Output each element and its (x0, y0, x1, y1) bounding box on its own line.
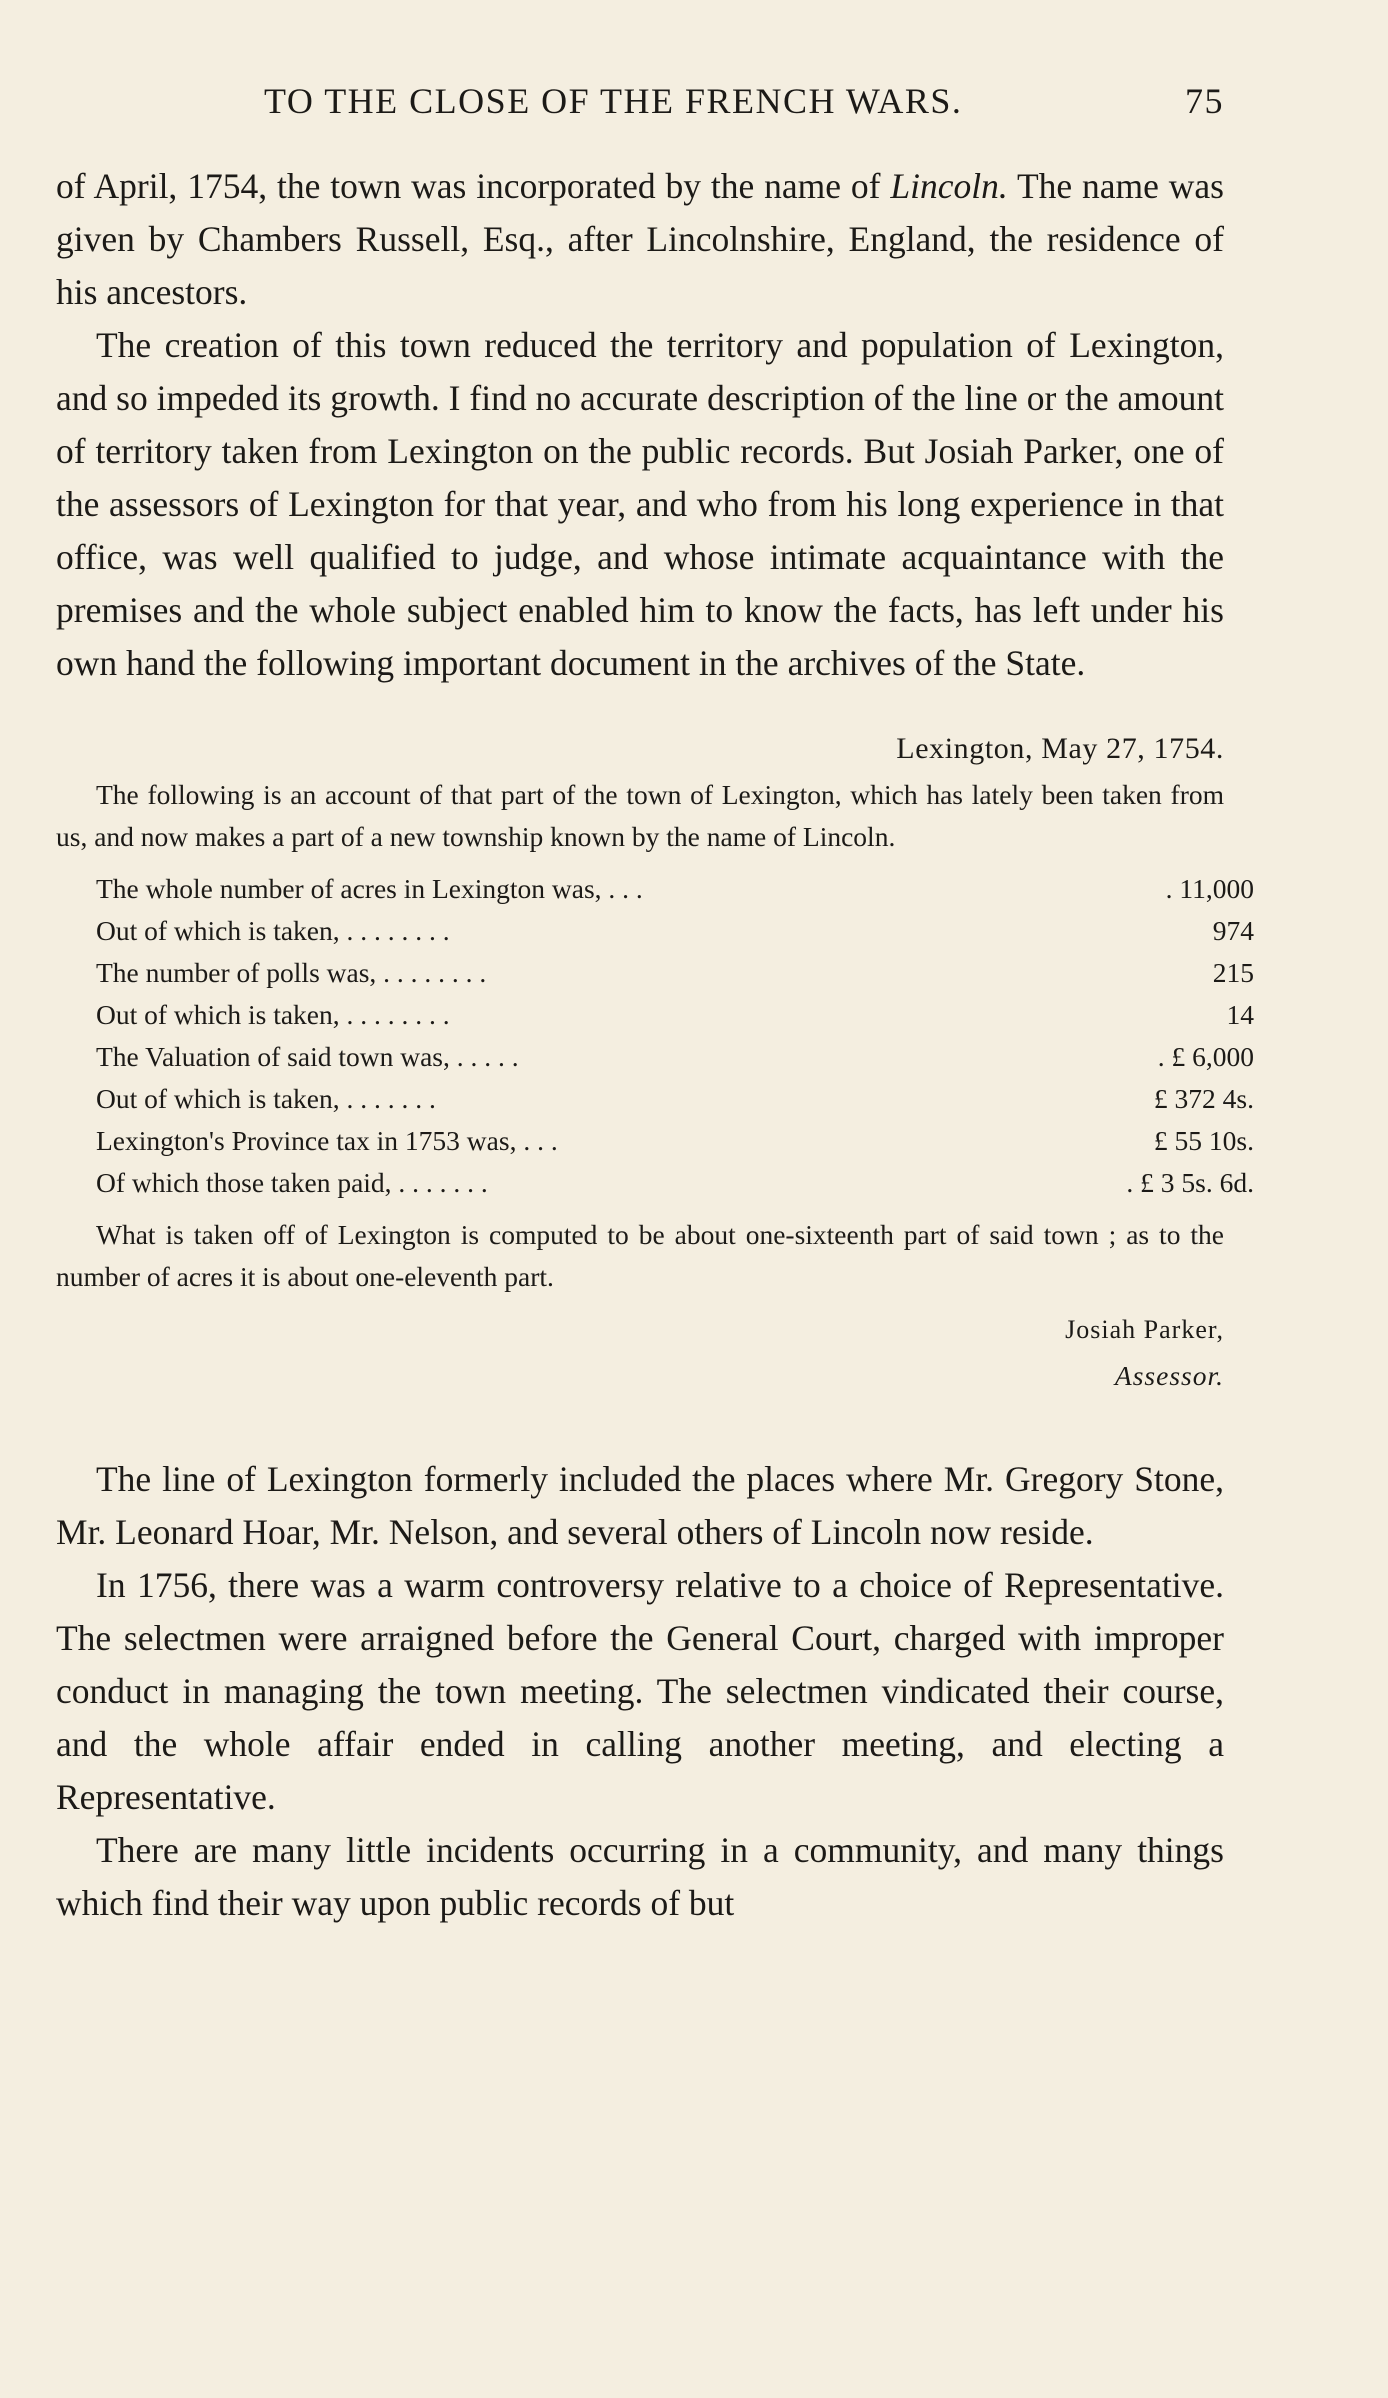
account-row-value: 14 (1226, 999, 1254, 1030)
opening-text (56, 160, 1224, 690)
account-table (96, 868, 1254, 1204)
document-closing: What is taken off of Lexington is computed to be about one-sixteenth part of said town ; as to the number of acres it is about one-eleventh part. (56, 1219, 1224, 1292)
account-row (96, 1036, 1254, 1078)
document-dateline: Lexington, May 27, 1754. (896, 732, 1224, 765)
account-row (96, 994, 1254, 1036)
town-name-lincoln: Lincoln. (890, 166, 1008, 206)
closing-text (56, 1453, 1224, 1930)
document-intro: The following is an account of that part of the town of Lexington, which has lately been taken from us, and now makes a part of a new township known by the name of Lincoln. (56, 779, 1224, 852)
paragraph-territory: The creation of this town reduced the territory and population of Lexington, and so impeded its growth. I find no accurate description of the line or the amount of territory taken from Lexington on the public records. But Josiah Parker, one of the assessors of Lexington for that year, and who from his long experience in that office, was well qualified to judge, and whose intimate acquaintance with the premises and the whole subject enabled him to know the facts, has left under his own hand the following important document in the archives of the State. (56, 325, 1224, 683)
account-row-value: £ 55 10s. (1153, 1125, 1254, 1156)
account-row (96, 868, 1254, 910)
account-row-label: The whole number of acres in Lexington was, . . . (96, 873, 643, 904)
paragraph-incorporation-start: of April, 1754, the town was incorporated by the name of (56, 166, 891, 206)
account-row (96, 910, 1254, 952)
account-table-body (96, 868, 1254, 1204)
account-row-label: Out of which is taken, . . . . . . . (96, 1083, 436, 1114)
account-row (96, 952, 1254, 994)
paragraph-incorporation-end: The name was given by Chambers Russell, Esq., after Lincolnshire, England, the residence of his ancestors. (56, 166, 1224, 312)
signature-role: Assessor. (1114, 1360, 1224, 1391)
account-row-label: Lexington's Province tax in 1753 was, . . . (96, 1125, 558, 1156)
document-signature (56, 1308, 1224, 1397)
signature-name: Josiah Parker, (1065, 1315, 1224, 1344)
account-row-label: Out of which is taken, . . . . . . . . (96, 915, 450, 946)
page-content (56, 60, 1254, 1930)
account-row-label: The number of polls was, . . . . . . . . (96, 957, 487, 988)
paragraph-incorporation (56, 160, 1224, 319)
account-row-value: . £ 3 5s. 6d. (1126, 1167, 1254, 1198)
account-row (96, 1120, 1254, 1162)
account-row-value: 215 (1212, 957, 1254, 988)
account-row-value: £ 372 4s. (1153, 1083, 1254, 1114)
page-number: 75 (1185, 81, 1224, 121)
account-row-value: 974 (1212, 915, 1254, 946)
running-head-title: TO THE CLOSE OF THE FRENCH WARS. (264, 81, 963, 121)
paragraph-incidents: There are many little incidents occurring in a community, and many things which find their way upon public records of but (56, 1830, 1224, 1923)
quoted-document (56, 728, 1254, 1397)
account-row-value: . 11,000 (1165, 873, 1254, 904)
paragraph-controversy: In 1756, there was a warm controversy relative to a choice of Representative. The selectmen were arraigned before the General Court, charged with improper conduct in managing the town meeting. The selectmen vindicated their course, and the whole affair ended in calling another meeting, and electing a Representative. (56, 1565, 1224, 1817)
account-row-label: The Valuation of said town was, . . . . . (96, 1041, 519, 1072)
account-row (96, 1162, 1254, 1204)
paragraph-boundary: The line of Lexington formerly included the places where Mr. Gregory Stone, Mr. Leonard Hoar, Mr. Nelson, and several others of Lincoln now reside. (56, 1459, 1224, 1552)
account-row-label: Out of which is taken, . . . . . . . . (96, 999, 450, 1030)
running-head (56, 60, 1224, 130)
account-row (96, 1078, 1254, 1120)
account-row-label: Of which those taken paid, . . . . . . . (96, 1167, 488, 1198)
account-row-value: . £ 6,000 (1157, 1041, 1254, 1072)
